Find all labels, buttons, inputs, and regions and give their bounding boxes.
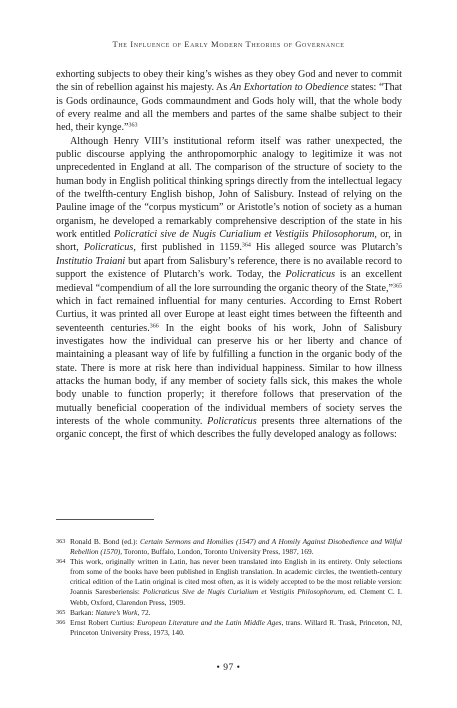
text-run: Barkan: [70, 607, 96, 617]
text-run: Ernst Robert Curtius: [70, 617, 138, 627]
main-text [56, 68, 402, 442]
footnote-divider [56, 519, 154, 520]
footnote [56, 557, 402, 607]
text-run: is an excellent medieval “compendium of all the lore surrounding the organic theory of the State,” [56, 269, 402, 294]
footnotes [56, 537, 402, 638]
italic-title: Institutio Traiani [56, 255, 126, 267]
italic-title: Policratici sive de Nugis Curialium et Vestigiis Philosophorum [113, 229, 375, 241]
footnote-number: 363 [56, 538, 66, 545]
text-run: but apart from Salisbury’s reference, there is no available record to support the existence of Plutarch’s work. Today, the [56, 255, 403, 281]
text-run: In the eight books of his work, John of Salisbury investigates how the individual can preserve his or her liberty and chance of maintaining a pleasant way of life by fulfilling a function in the organic body of the state. There is more at risk here than individual happiness. Similar to how illness attacks the human body, if any member of society falls sick, this makes the whole body unable to function properly; it therefore follows that preservation of the mutually beneficial cooperation of the individual members of society serves the interests of the whole community. [56, 322, 402, 427]
italic-title: Policraticus [83, 242, 134, 254]
italic-title: Nature’s Work [95, 607, 138, 617]
text-run: His alleged source was Plutarch’s [250, 242, 403, 254]
italic-title: Policraticus Sive de Nugis Curialium et Vestigiis Philosophorum [142, 587, 344, 597]
footnote-reference: 365 [393, 283, 402, 289]
footnote [56, 618, 402, 638]
running-head: The Influence of Early Modern Theories of Governance [112, 39, 345, 49]
footnote-number: 366 [56, 618, 66, 626]
text-run: , Toronto, Buffalo, London, Toronto University Press, 1987, 169. [120, 547, 314, 557]
footnote-text [70, 537, 402, 556]
italic-title: European Literature and the Latin Middle Ages [137, 617, 282, 627]
text-run: , 72. [137, 607, 151, 617]
text-run: which in fact remained influential for many centuries. According to Ernst Robert Curtius, it was printed all over Europe at least eight times between the fifteenth and seventeenth centuries. [56, 295, 402, 334]
italic-title: An Exhortation to Obedience [229, 82, 349, 94]
footnote-reference: 363 [128, 122, 138, 129]
footnote [56, 608, 402, 618]
italic-title: Policraticus [207, 415, 257, 427]
text-run: , ed. Clement C. I. Webb, Oxford, Clarendon Press, 1909. [70, 587, 402, 607]
italic-title: Policraticus [285, 269, 336, 281]
text-run: states: “That is Gods ordinaunce, Gods commaundment and Gods holy will, that the whole body of every realme and all the members and partes of the same shalbe subject to their hed, their kynge.” [56, 82, 402, 134]
footnote-text [70, 608, 151, 617]
paragraph [56, 135, 402, 442]
text-run: presents three alternations of the organic concept, the first of which describes the fully developed analogy as follows: [56, 415, 402, 441]
text-run: exhorting subjects to obey their king’s wishes as they obey God and never to commit the sin of rebellion against his majesty. As [56, 69, 402, 94]
text-run: , trans. Willard R. Trask, Princeton, NJ, Princeton University Press, 1973, 140. [70, 617, 402, 637]
text-run: Ronald B. Bond (ed.): [70, 537, 140, 546]
footnote-reference: 364 [241, 242, 251, 249]
text-run: , first published in 1159. [133, 242, 242, 254]
footnote-number: 364 [56, 558, 66, 566]
italic-title: Certain Sermons and Homilies (1547) and A Homily Against Disobedience and Wilful Rebellion (1570) [70, 537, 402, 557]
text-run: This work, originally written in Latin, has never been translated into English in its entirety. Only selections from some of the books have been published in English translation. In academic circles, the twentieth-century critical edition of the Latin original is cited most often, as it is widely accepted to be the most reliable version: Joannis Saresberiensis: [70, 557, 402, 597]
text-run: , or, in short, [56, 229, 402, 254]
paragraph [56, 68, 402, 135]
footnote-text [70, 557, 402, 606]
footnote [56, 537, 402, 557]
page-number: • 97 • [216, 663, 241, 673]
footnote-reference: 366 [149, 323, 159, 330]
footnote-number: 365 [56, 608, 66, 616]
text-run: Although Henry VIII’s institutional reform itself was rather unexpected, the public discourse applying the anthropomorphic analogy to legitimize it was not unprecedented in England at all. The comparison of the structure of society to the human body in English political thinking springs directly from the intellectual legacy of the twelfth-century English bishop, John of Salisbury. Instead of relying on the Pauline image of the “corpus mysticum” or Aristotle’s notion of society as a human organism, he developed a remarkably comprehensive description of the state in his work entitled [56, 135, 402, 241]
footnote-text [70, 618, 402, 637]
